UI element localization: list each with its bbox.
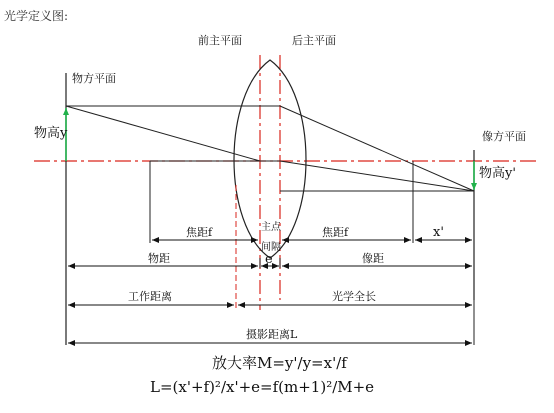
label-front-principal: 前主平面 — [198, 34, 242, 47]
label-interval-e: e — [265, 252, 273, 267]
label-x-prime: x' — [433, 225, 444, 240]
label-principal-interval-1: 主点 — [261, 222, 281, 233]
ray-chief-exit — [280, 161, 474, 191]
label-total-length: 光学全长 — [332, 290, 376, 303]
formula-magnification: 放大率M=y'/y=x'/f — [212, 354, 347, 372]
label-imaging-distance: 摄影距离L — [246, 328, 298, 341]
label-object-plane: 物方平面 — [72, 72, 116, 85]
label-principal-interval-2: 间隔 — [261, 242, 281, 253]
diagram-title: 光学定义图: — [4, 9, 69, 23]
label-rear-principal: 后主平面 — [292, 34, 336, 47]
formula-distance: L=(x'+f)²/x'+e=f(m+1)²/M+e — [150, 378, 375, 396]
ray-chief — [66, 106, 260, 161]
label-object-height: 物高y — [34, 126, 68, 141]
label-object-distance: 物距 — [148, 252, 170, 265]
label-image-height: 物高y' — [479, 166, 516, 181]
label-focal-left: 焦距f — [186, 226, 213, 239]
ray-parallel-exit — [280, 106, 474, 191]
label-image-distance: 像距 — [362, 252, 384, 265]
label-working-distance: 工作距离 — [128, 290, 172, 303]
label-focal-right: 焦距f — [322, 226, 349, 239]
label-image-plane: 像方平面 — [482, 130, 526, 143]
